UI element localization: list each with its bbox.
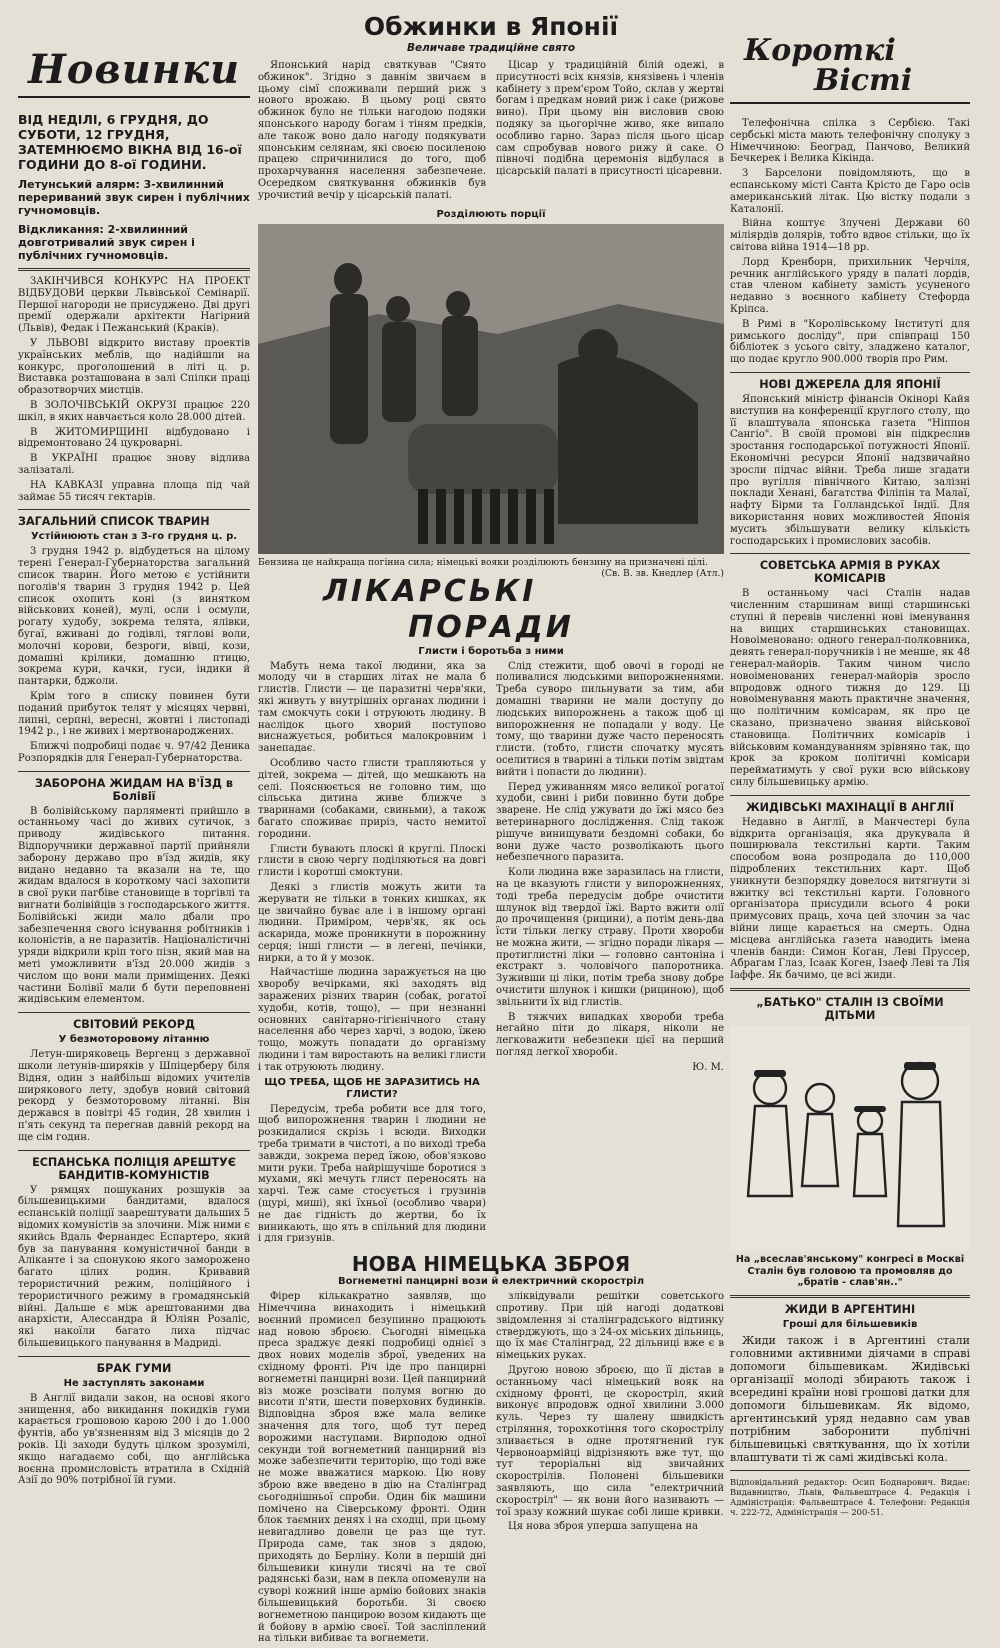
cartoon-caption: На „всеслав'янському" конгресі в Москві Сталін був головою та промовляв до „братів - слав'ян.." <box>735 1254 965 1288</box>
korotki-visti-masthead <box>744 33 970 98</box>
bolivia-headline: ЗАБОРОНА ЖИДАМ НА В'ЇЗД в Болівії <box>35 776 233 803</box>
bolivia-article <box>18 806 250 1007</box>
short-items-block <box>730 118 970 366</box>
japan-sources-headline: НОВІ ДЖЕРЕЛА ДЛЯ ЯПОНІЇ <box>759 377 941 391</box>
medical-paragraph: Мабуть нема такої людини, яка за молоду чи в старших літах не мала б глистів. Глисти — це паразитні черв'яки, які живуть у внутрішніх органах людини і там смокчуть соки і отруюють людину. В наслідок цього хворий поступово виснажується, робиться малокровним і занепадає. <box>258 660 486 755</box>
weapon-headline: НОВА НІМЕЦЬКА ЗБРОЯ <box>351 1252 631 1277</box>
medical-paragraph: Передусім, треба робити все для того, щоб випорожнення тварин і людини не розкидалися скрізь і всюди. Виходки треба тримати в чистоті, а по виході треба завжди, зокрема перед їжою, обов'язково мити руки. Треба найрішучіше боротися з мухами, які мечуть глист переносять на харчі. Теж саме стосується і грузинів (щурі, миші), які їхньої (особливо чвари) не дає гідність до жертви, бо їх виникають, що ять в спільний для людини і для гризунів. <box>258 1103 486 1245</box>
machinations-paragraph: Недавно в Англії, в Манчестері була відкрита організація, яка друкувала й поширювала текстильні карти. Таким способом вона розпродала до 110,000 підроблених текстильних карт. Щоб уникнути безпорядку довелося витягнути зі вжитку всі текстильні карти. Головного організатора присудили всього 4 роки примусових праць, хоча цей злочин за час війни лище карається на смерть. Одна місцева англійська газета наводить імена членів банди: Симон Коган, Леві Пруссер, Абрагам Глаз, Ісаак Коген, Ізаеф Леві та Лія Іаффе. Як бачимо, це всі жиди. <box>730 816 970 982</box>
weapon-paragraph: Другою новою зброєю, що її дістав в останньому часі німецький вояк на східному фронті, це скоростріл, який виконує впродовж одної хвилини 3.000 куль. Через ту шалену швидкість стріляння, торохкотіння того скорострілу зливається в одне протягнений гук Червоноармійці відрізняють вже тут, що тут тероріальні від звичайних скорострілів. Полонені більшевики заявляють, що сила "електричний скоростріл" — як вони його називають — тої зразу кожний шукає собі лише кривки. <box>496 1365 724 1518</box>
column-news <box>18 12 250 1490</box>
medical-paragraph: Глисти бувають плоскі й круглі. Плоскі глисти в свою чергу поділяються на довгі глисти і коротші смоктуни. <box>258 843 486 879</box>
column-short-news <box>730 12 970 1520</box>
japan-paragraph: Цісар у традиційній білій одежі, в присутності всіх князів, князівень і членів кабінету з прем'єром Тойо, склав у жертві богам і предкам новий риж і саке (рижове вино). При цьому він висловив свою подяку за цьогорічне живо, яке випало особливо гарно. Зараз після цього цісар сам спробував нового рижу й саке. О півночі подібна церемонія відбулася в цісарській палаті в присутності цісаревни. <box>496 60 724 178</box>
novynky-masthead: Новинки <box>28 46 241 93</box>
rubber-headline: БРАК ГУМИ <box>96 1361 172 1375</box>
medical-paragraph: Коли людина вже заразилась на глисти, на це вказують глисти у випорожненнях, тоді треба передусім добре очистити шлунок від твердої їжі. Варто вжити олії до прочищення (рицини), а потім день-два їсти тільки легку страву. Проти хвороби не можна жити, — згідно поради лікаря — протиглистні ліки — головно сантоніна і екстракт з. чоловічого папоротника. Зуживши ці ліки, потім треба знову добре очистити шлунок і кишки (рициною), щоб звільнити їх від глистів. <box>496 867 724 1008</box>
divider <box>730 553 970 554</box>
blackout-notice: ВІД НЕДІЛІ, 6 ГРУДНЯ, ДО СУБОТИ, 12 ГРУДНЯ, ЗАТЕМНЮЄМО ВІКНА ВІД 16-ої ГОДИНИ ДО 8-ої ГОДИНИ. <box>18 112 242 172</box>
rubber-paragraph: В Англії видали закон, на основі якого знищення, або викидання покидків гуми карається грошовою карою 200 і до 1.000 фунтів, або ув'язненням від 3 місяців до 2 років. Ці заходи будуть цілком зрозумілі, якщо нагадаємо собі, що англійська воєнна промисловість втратила в Східній Азії до 90% потрібної їй гуми. <box>18 1392 250 1487</box>
rubber-article <box>18 1393 250 1487</box>
japan-sources-article <box>730 394 970 547</box>
air-alarm-notice: Летунський алярм: 3-хвилинний перериваний звук сирен і публічних гучномовців. <box>18 178 250 217</box>
medical-paragraph: Перед уживанням мясо великої рогатої худоби, свині і риби повинно бути добре зварене. Не слід ужувати до їжі мясо без ветеринарного дослідження. Слід також рішуче винищувати бездомні собаки, бо вони дуже часто розволікають цього небезпечного паразита. <box>496 781 724 864</box>
divider <box>730 795 970 796</box>
photo-caption-text: Бензина це найкраща погінна сила; німецькі вояки розділюють бензину на призначені цілі. <box>258 556 708 568</box>
divider <box>730 988 970 991</box>
divider <box>18 771 250 772</box>
argentina-paragraph: Жиди також і в Аргентині стали головними активними діячами в справі допомоги більшевикам. Жидівські організації молоді збирають також і всередині країни нові грошові датки для допомоги більшевикам. Як відомо, аргентинський уряд недавно сам ував потрібним заборонити публічні більшевицькі святкування, що їх хотіли влаштувати ті ж самі жидівські кола. <box>730 1333 970 1464</box>
weapon-subheadline: Вогнеметні панцирні вози й електричний скорострiл <box>337 1276 645 1288</box>
medical-paragraph: В тяжчих випадках хвороби треба негайно піти до лікаря, ніколи не легковажити небезпеки цієї на перший погляд легкої хвороби. <box>496 1011 724 1059</box>
spain-headline: ЕСПАНСЬКА ПОЛІЦІЯ АРЕШТУЄ БАНДИТІВ-КОМУНІСТІВ <box>32 1155 236 1182</box>
all-clear-notice: Відкликання: 2-хвилинний довготривалий звук сирен і публічних гучномовців. <box>18 223 195 262</box>
bolivia-paragraph: В болівійському парляменті прийшло в останньому часі до живих сутичок, з приводу жидівського питання. Відпоручники державної партії прийняли заборону державо про в'їзд жидів, яку видано недавно та вказали на те, що жидам вдалося в короткому часі захопити в свої руки пагбіве становище в торгівлі та вигнати болівійців з господарського життя. Болівійські жиди мало дбали про забезпечення свого існування робітників і колоністів, а не паразитів. Націоналістичні уряди відкрили кріп того пізн, який мав на меті уможливити в'їзд 20.000 жидів з числом що вони мали приміщених. Деякі частини Болівії мали б бути переповнені жидівським елементом. <box>18 805 250 1006</box>
census-headline: ЗАГАЛЬНИЙ СПИСОК ТВАРИН <box>18 515 210 529</box>
news-zolochiv: В ЗОЛОЧІВСЬКІЙ ОКРУЗІ працює 220 шкіл, в яких навчається коло 28.000 дітей. <box>18 399 250 423</box>
medical-paragraph: Слід стежити, щоб овочі в городі не поливалися людськими випорожненнями. Треба суворо пильнувати за тим, аби домашні тварини не мали доступу до людських випорожнень а також щоб ці випорожнення не попадали у воду. Це тому, що тварини дуже часто переносять глисти. (тобто, глисти спочатку мусять оселитися в тварині а тільки потім звідтам вийти і попасти до людини). <box>496 660 724 778</box>
japan-subheadline: Величаве традиційне свято <box>406 42 576 54</box>
masthead-line-1: Короткі <box>744 33 896 68</box>
short-item: В Римі в "Королівському Інституті для римського досліду", при співпраці 150 бібліотек з усього світу, зладжено каталог, що подає кругло 900.000 творів про Рим. <box>730 318 970 366</box>
cartoon-headline: „БАТЬКО" СТАЛІН ІЗ СВОЇМИ ДІТЬМИ <box>756 996 944 1022</box>
census-paragraph: 3 грудня 1942 р. відбудеться на цілому терені Генерал-Губернаторства загальний список тварин. Його метою є устійнити поголів'я тварин 3 грудня 1942 р. Цей список охопить коні (з винятком військових коней), мулі, осли і осмули, рогату худобу, зокрема телята, ялівки, бугаї, вживані до годівлі, тяглові воли, молочні корови, безроги, вівці, кози, домашні крілики, домашню птицю, зокрема кури, качки, гуси, індики й пантарки, бджоли. <box>18 546 250 688</box>
argentina-subheadline: Гроші для більшевиків <box>782 1318 918 1330</box>
medical-paragraph: Особливо часто глисти трапляються у дітей, зокрема — дітей, що мешкають на селі. Пояснюється не головно тим, що сільська дитина живе ближче з тваринами (собаками, свиньми), а також багато споживає приріз, часто немитої городини. <box>258 757 486 840</box>
record-article <box>18 1049 250 1143</box>
weapon-paragraph: Фірер кількакратно заявляв, що Німеччина винаходить і німецький воєнний промисел безупинно працюють над новою зброєю. Сьогодні німецька преса зраджує деякі подробиці однієї з двох нових моделів зброї, уведених на східному фронті. Річ іде про панцирні вогнеметні панцирні вози. Цей панцирний віз може розсівати полумя вогню до висоти п'яти, шести поверхових будинків. Відповідна зброя вже мала велике значення для того, щоб тут перед ворожими наступами. Вирподою одної секунди той вогнеметний панцирний віз може забезпечити територію, що тоді вже не може вважатися маркою. Цю нову зброю вже введено в дію на Сталінград сьогоднішньої спроби. Один бік машини помічено на Сіверському фронті. Один блок таємних денях і на сходці, при цьому невигадливо довели це раз ще тут. Природа саме, так знов з дядою, приходять до Берліну. Коли в першій дні більшевики кинули тисячі на те свої радянські бази, нам в пекла опоменули на суворі кожний інше армію бойових знаків більшевицький боротьби. Зі своєю вогнеметною панцирою возом кидають ще й бойову в армію своєї. Той засліплений на тільки вибиває та вогнемети. <box>258 1291 486 1645</box>
short-news-block <box>18 276 250 503</box>
census-subheadline: Устійнюють стан з 3-го грудня ц. р. <box>30 531 238 543</box>
short-item: Лорд Кренборн, прихильник Черчіля, речник англійського уряду в палаті лордів, став членом кабінету замість усуненого недавно з воєнного кабінету Стефорда Кріпса. <box>730 256 970 315</box>
army-paragraph: В останньому часі Сталін надав численним старшинам вищі старшинські ступні й перевів численні нові іменування на вищих старшинських становищах. Новоіменовано: одного генерал-полковника, девять генерал-поручників і не менше, як 48 генерал-майорів. Таким чином число новоіменованих генерал-майорів зросло впродовж одного тижня до 129. Ці новоіменування мають практичне значення, що політичним комісарам, як про це сказано, призначено звання військової становища. Політичних комісарів і військовим командуванням зрівняно так, що крок за кроком політичні комісари перейматимуть у свої руки всю військову силу більшевицьку армію. <box>730 588 970 789</box>
machinations-article <box>730 817 970 982</box>
divider <box>730 372 970 373</box>
record-paragraph: Летун-шиpяковець Вергенц з державної школи летунів-ширяків у Шпіцерберу біля Відня, один з найбільш відомих учителів ширякового лету, здобув новий світовий рекорд у безмоторовому літанні. Він держався в повітрі 45 годин, 28 хвилин і п'ять секунд та перегнав давній рекорд на ще сім годин. <box>18 1049 250 1143</box>
record-subheadline: У безмоторовому літанню <box>58 1034 210 1046</box>
news-caucasus: НА КАВКАЗІ управна площа під чай займає 55 тисяч гектарів. <box>18 479 250 503</box>
publisher-imprint: Відповідальний редактор: Осип Боднарович. Видає: Видавництво, Львів, Фальвештрасе 4. Редакція і Адміністрація: Фальвештрасе 4. Телефони: Редакція ч. 222-72, Адміністрація — 200-51. <box>730 1476 970 1517</box>
divider <box>18 1012 250 1013</box>
argentina-article <box>730 1334 970 1464</box>
divider <box>730 1470 970 1471</box>
masthead-line-2: Вісті <box>814 63 913 98</box>
medical-subhead: ЩО ТРЕБА, ЩОБ НЕ ЗАРАЗИТИСЬ НА ГЛИСТИ? <box>264 1076 480 1100</box>
medical-signature: Ю. М. <box>692 1061 724 1073</box>
japan-article <box>258 60 724 205</box>
spain-article <box>18 1185 250 1350</box>
medical-headline: ЛІКАРСЬКІ ПОРАДИ <box>323 573 574 645</box>
photo-caption <box>258 556 724 579</box>
spain-paragraph: У рямцях пошуканих розшуків за більшевицькими бандитами, вдалося еспанській поліції заарештувати дальших 5 відомих комуністів за злочини. Між ними є якийсь Вдаль Фернандес Еспартеро, який був за панування комуністичної банди в Аліканте і за спонукою якого заморожено багато цілих родин. Кривавий терористичний режим, поліційного і терористичного режиму в громадянській війні. Дальше є між арештованими два анархісти, Алессандра й Юліян Розаліс, які накоїли багато лиха підчас більшевицького панування в Мадриді. <box>18 1184 250 1349</box>
weapon-article <box>258 1291 724 1648</box>
news-ukraine: В УКРАЇНІ працює знову відлива залізаталі. <box>18 453 250 476</box>
census-paragraph: Крім того в списку повинен бути поданий прибуток телят у місяцях червні, липні, серпні, вересні, жовтні і листопаді 1942 р., і не живих і мертвонароджених. <box>18 690 250 738</box>
column-main <box>258 12 724 1648</box>
weapon-paragraph: Ця нова зброя уперша запущена на <box>508 1521 698 1533</box>
photo-credit: (Св. В. зв. Кнедлер (Атл.) <box>601 567 724 579</box>
army-headline: СОВЕТСЬКА АРМІЯ В РУКАХ КОМІСАРІВ <box>759 559 941 586</box>
medical-paragraph: Деякі з глистів можуть жити та жерувати не тільки в тонких кишках, як це звичайно буває але і в іншому органі людини. Приміром, черв'як, як ось аскарида, може проникнути в порожнину серця; інші глисти — в легені, печінки, нирки, а то й у мозок. <box>258 881 486 964</box>
news-zhytomyr: В ЖИТОМИРЩИНІ відбудовано і відремонтовано 24 цукроварні. <box>18 426 250 450</box>
stalin-cartoon <box>730 1026 970 1251</box>
divider <box>730 1295 970 1298</box>
argentina-headline: ЖИДИ В АРГЕНТИНІ <box>784 1302 916 1316</box>
masthead-rule <box>730 102 970 104</box>
short-item: З Барселони повідомляють, що в еспанському місті Санта Крісто де Гаро осів американський літак. Цю вістку подали з Каталонії. <box>730 168 970 215</box>
short-item: Телефонічна спілка з Сербією. Такі сербські міста мають телефонічну сполуку з Німеччиною: Београд, Панчово, Великий Бечкерек і Велика Кікінда. <box>730 118 970 165</box>
weapon-paragraph: зліквідували решітки советського спротиву. При цій нагоді додаткові звідомлення зі сталінградського відтинку стверджують, що з 24-ох міських дільниць, що їх має Сталінград, 22 дільниці вже є в німецьких руках. <box>496 1291 724 1362</box>
masthead-rule <box>18 96 250 98</box>
japan-paragraph: Японський нарід святкував "Свято обжинок". Згідно з давнім звичаєм в цьому сімї споживали перший риж з нового врожаю. В цьому році свято обжинок було не тільки нагодою подяки японського народу богам і тіням предків, але також воно дало нагоду подякувати японським селянам, які своєю посиленою працею спричинилися до того, щоб прохарчування населення забезпечене. Осередком святкування обжинків був урочистий вечір у цісарській палаті. <box>258 60 486 201</box>
news-lviv: У ЛЬВОВІ відкрито виставу проектів українських меблів, що надійшли на конкурс, проголошений в літі ц. р. Виставка розташована в залі Спілки праці образотворчих мистців. <box>18 337 250 397</box>
census-article <box>18 546 250 764</box>
soldiers-fuel-photo <box>258 224 724 554</box>
divider <box>18 1150 250 1151</box>
census-paragraph: Ближчі подробиці подає ч. 97/42 Деника Розпорядків для Генерал-Губернаторства. <box>18 741 250 764</box>
cartoon-illustration <box>730 1026 970 1251</box>
short-item: Війна коштує Злучені Держави 60 міліярдів долярів, тобто вдвоє стільки, що їх світова війна 1914—18 рр. <box>730 218 970 253</box>
divider <box>18 509 250 510</box>
rubber-subheadline: Не заступлять законами <box>63 1377 205 1389</box>
news-contest: ЗАКІНЧИВСЯ КОНКУРС НА ПРОЕКТ ВІДБУДОВИ церкви Львівської Семінарії. Першої нагороди не присуджено. Дві другі премії одержали архітекти Нагірний (Львів), Федак і Пежанський (Краків). <box>18 276 250 335</box>
divider <box>18 1356 250 1357</box>
machinations-headline: ЖИДІВСЬКІ МАХІНАЦІЇ В АНГЛІЇ <box>745 800 955 814</box>
photo-illustration <box>258 224 724 554</box>
photo-headline: Розділюють порції <box>436 208 546 220</box>
medical-subheadline: Глисти і боротьба з ними <box>418 645 564 657</box>
divider <box>18 268 250 271</box>
medical-paragraph: Найчастіше людина заражується на цю хворобу вечірками, які заходять від заражених різних тварин (собак, рогатої худоби, котів, тощо), — при незнанні основних санітарно-гігієнічного стану населення або через харчі, з водою, їжею тощо, можуть попадати до організму людини і там виростають на великі глисти і так отруюють людину. <box>258 967 486 1073</box>
record-headline: СВІТОВИЙ РЕКОРД <box>73 1018 195 1032</box>
medical-article <box>258 661 724 1249</box>
japan-sources-paragraph: Японський міністр фінансів Окінорі Кайя виступив на конференції круглого столу, що її влаштувала японська газета "Ніппон Сангіо". В своїй промові він підкреслив зростання господарської потужності Японії. Економічні ресурси Японії надзвичайно зросли підчас війни. Треба лише згадати про вугілля північного Китаю, залізні поклади Хенані, багатства Філіпін та Малаї, нафту Бірми та Голландської Індії. Для використання нових можливостей Японія мусить збільшувати велику кількість господарських і промислових засобів. <box>730 393 970 547</box>
japan-headline: Обжинки в Японії <box>363 12 619 41</box>
army-article <box>730 588 970 789</box>
